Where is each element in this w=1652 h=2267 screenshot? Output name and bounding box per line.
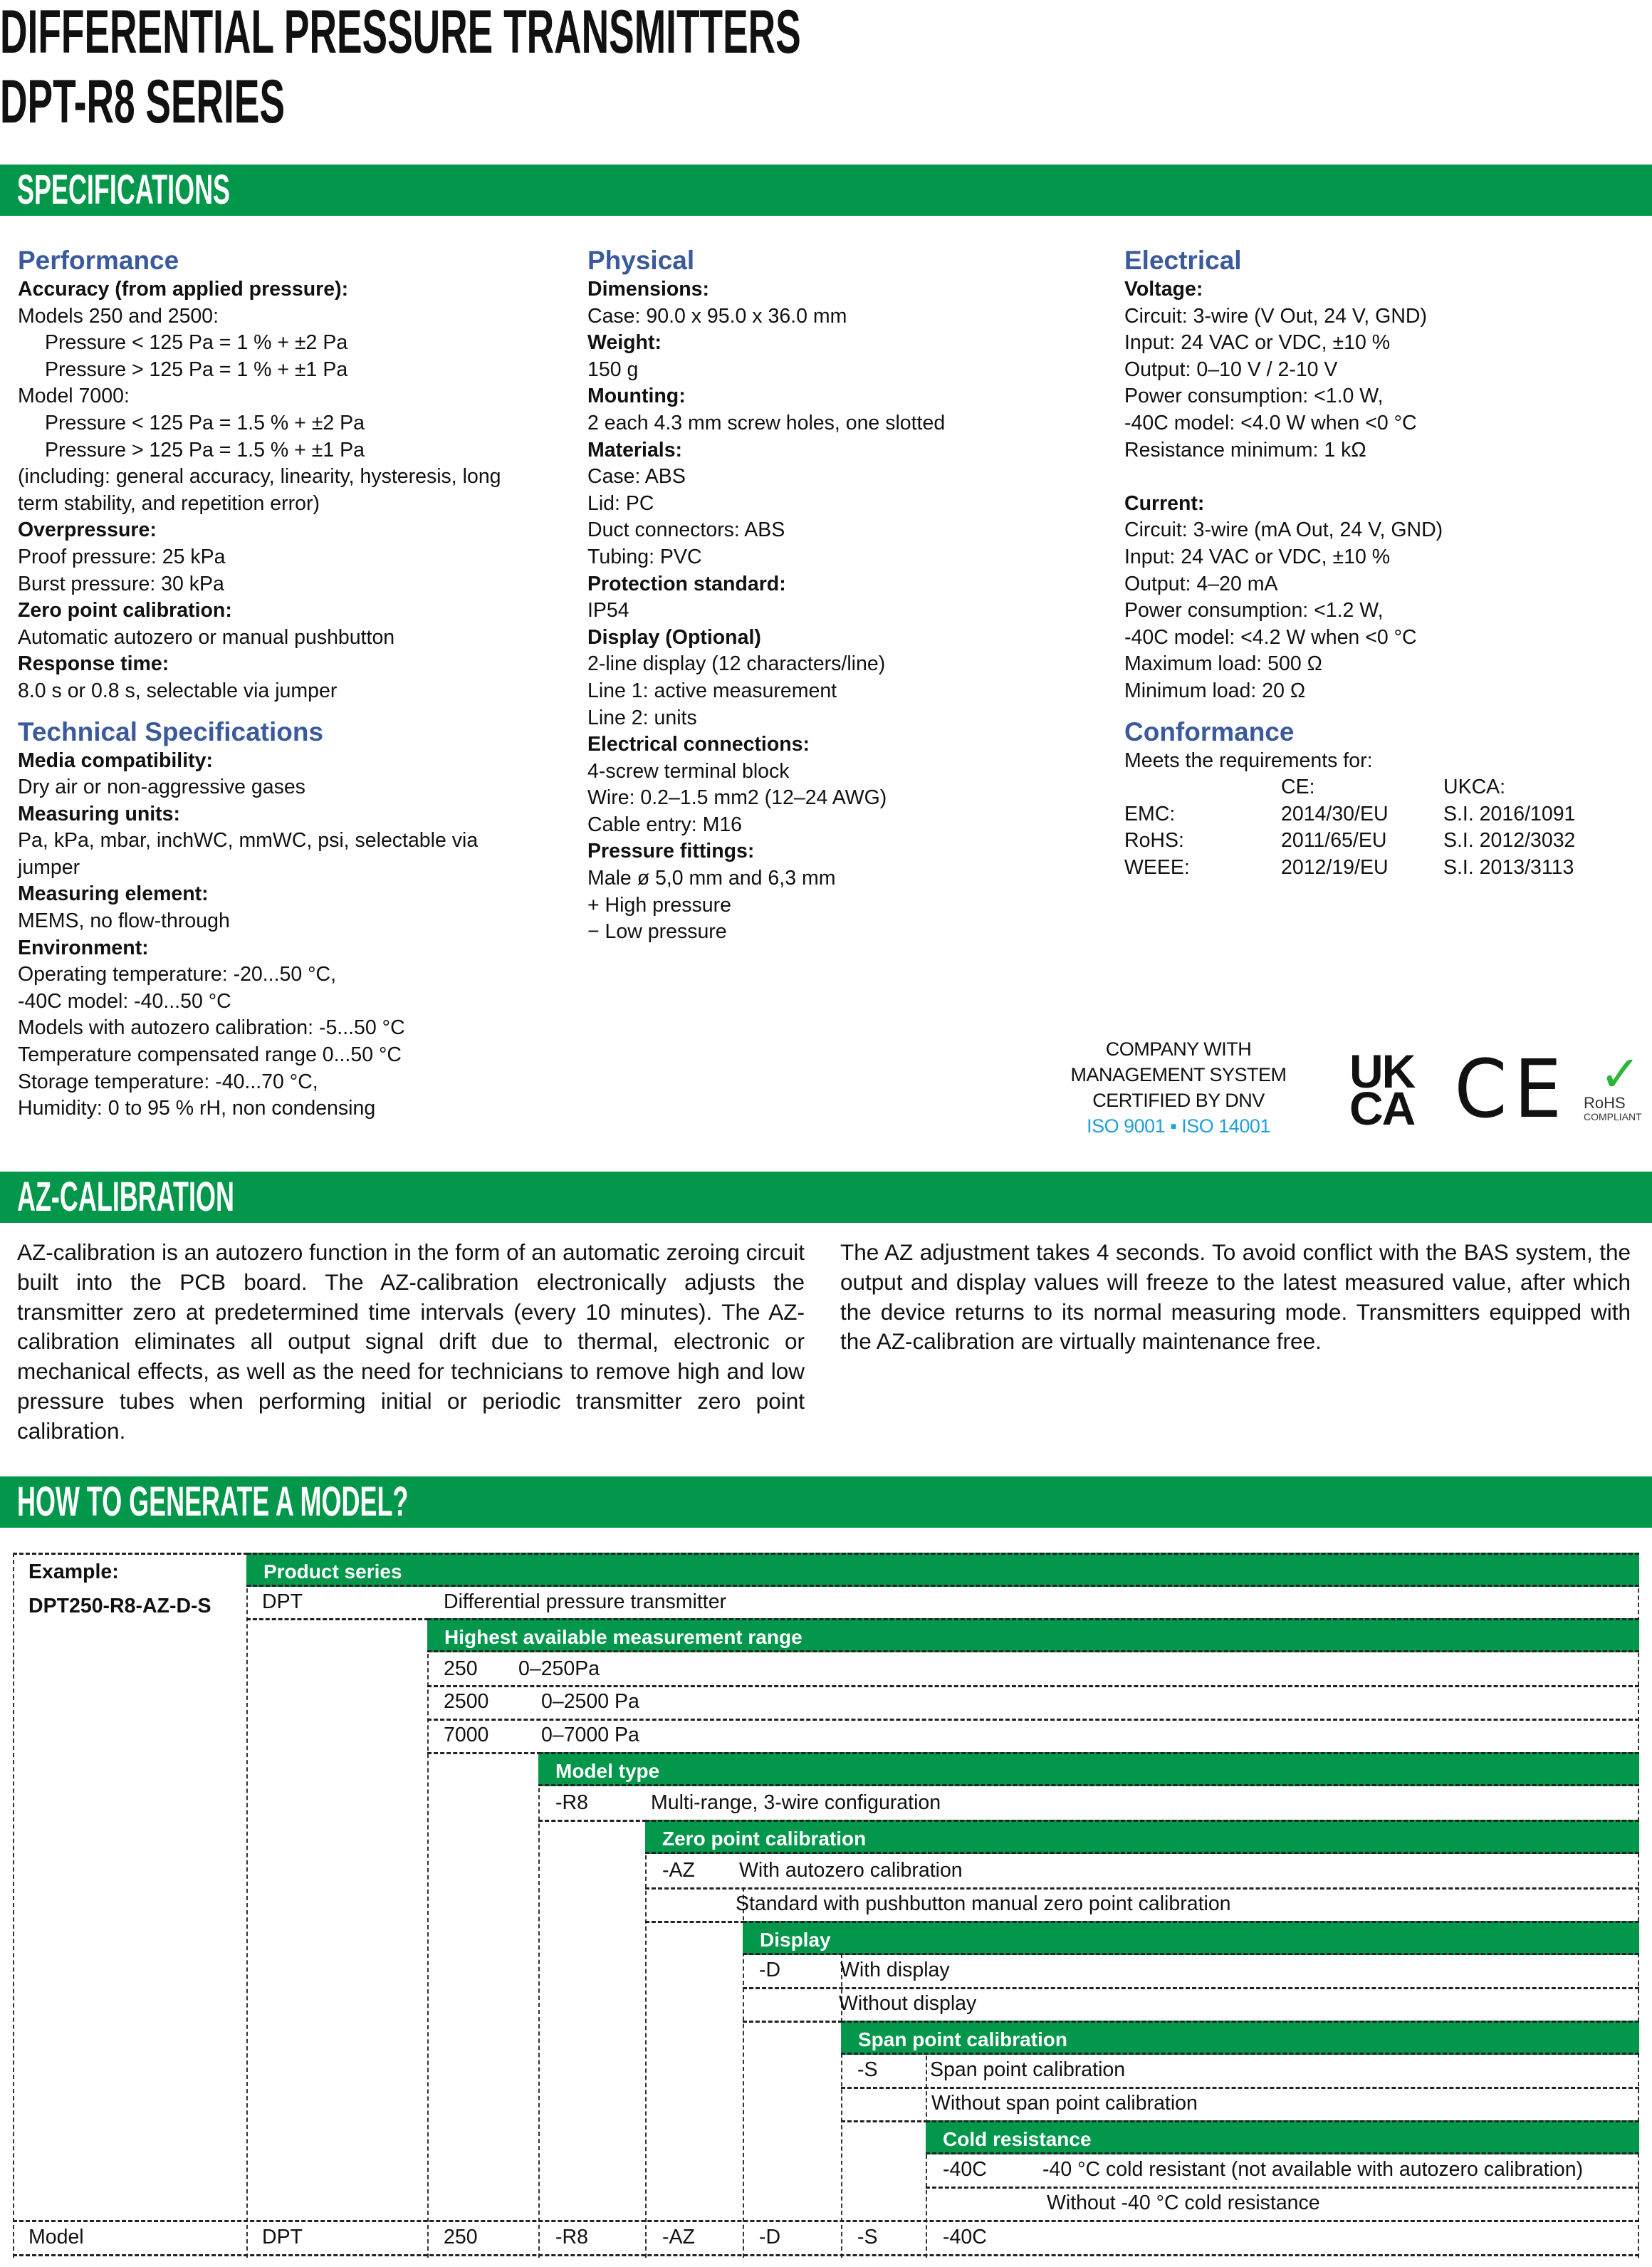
electrical-connection-line: Cable entry: M16 xyxy=(587,813,743,836)
media-value: Dry air or non-aggressive gases xyxy=(18,776,305,799)
environment-line: Storage temperature: -40...70 °C, xyxy=(18,1070,318,1093)
conformance-col-ce: CE: xyxy=(1281,776,1315,799)
media-label: Media compatibility: xyxy=(18,749,213,772)
document-title-line2: DPT-R8 SERIES xyxy=(0,68,286,136)
group-header-zero-point: Zero point calibration xyxy=(645,1820,1639,1854)
group-header-product-series: Product series xyxy=(246,1553,1639,1587)
proof-pressure: Proof pressure: 25 kPa xyxy=(18,545,226,568)
voltage-line: Input: 24 VAC or VDC, ±10 % xyxy=(1124,331,1391,355)
weight-label: Weight: xyxy=(587,331,662,355)
protection-value: IP54 xyxy=(587,599,629,622)
document-title-line1: DIFFERENTIAL PRESSURE TRANSMITTERS xyxy=(0,0,801,66)
checkmark-icon: ✓ xyxy=(1599,1046,1641,1102)
current-label: Current: xyxy=(1124,491,1205,515)
option-desc: 0–7000 Pa xyxy=(541,1724,639,1746)
electrical-connections-label: Electrical connections: xyxy=(587,733,810,756)
burst-pressure: Burst pressure: 30 kPa xyxy=(18,572,224,595)
option-desc: 0–2500 Pa xyxy=(541,1690,639,1713)
accuracy-line: Pressure > 125 Pa = 1.5 % + ±1 Pa xyxy=(45,438,365,462)
model-row-zero: -AZ xyxy=(662,2226,695,2248)
group-header-display: Display xyxy=(743,1921,1639,1955)
conformance-row-name: WEEE: xyxy=(1124,855,1190,879)
overpressure-label: Overpressure: xyxy=(18,518,157,542)
units-value: Pa, kPa, mbar, inchWC, mmWC, psi, selectable via xyxy=(18,829,479,853)
material-line: Lid: PC xyxy=(587,491,654,515)
model-row-range: 250 xyxy=(444,2226,478,2248)
mounting-label: Mounting: xyxy=(587,385,686,408)
rohs-compliant-icon xyxy=(1584,1046,1648,1131)
group-header-cold-resistance: Cold resistance xyxy=(926,2120,1639,2154)
fitting-line: Male ø 5,0 mm and 6,3 mm xyxy=(587,867,836,890)
cert-line: CERTIFIED BY DNV xyxy=(1092,1090,1265,1111)
display-label: Display (Optional) xyxy=(587,625,761,649)
models-250-2500: Models 250 and 2500: xyxy=(18,304,219,328)
conformance-row-ce: 2011/65/EU xyxy=(1281,829,1387,853)
electrical-connection-line: Wire: 0.2–1.5 mm2 (12–24 AWG) xyxy=(587,786,887,810)
zero-point-value: Automatic autozero or manual pushbutton xyxy=(18,625,395,649)
iso-standards: ISO 9001 ▪ ISO 14001 xyxy=(1087,1115,1270,1137)
accuracy-line: Pressure > 125 Pa = 1 % + ±1 Pa xyxy=(45,358,348,381)
option-desc: Without -40 °C cold resistance xyxy=(1047,2192,1320,2214)
units-value: jumper xyxy=(18,855,80,879)
model-generator-heading: HOW TO GENERATE A MODEL? xyxy=(17,1479,409,1525)
option-desc: With display xyxy=(840,1959,950,1981)
accuracy-label: Accuracy (from applied pressure): xyxy=(18,278,349,301)
units-label: Measuring units: xyxy=(18,802,181,825)
model-row-span: -S xyxy=(857,2226,878,2248)
model-row-type: -R8 xyxy=(555,2226,588,2248)
environment-line: Models with autozero calibration: -5...50 °C xyxy=(18,1016,405,1040)
option-code: -R8 xyxy=(555,1791,588,1814)
dimensions-label: Dimensions: xyxy=(587,278,710,301)
current-line: Power consumption: <1.2 W, xyxy=(1124,599,1384,622)
performance-column xyxy=(18,245,545,1122)
element-value: MEMS, no flow-through xyxy=(18,910,230,933)
group-header-span-point: Span point calibration xyxy=(841,2021,1639,2055)
conformance-col-ukca: UKCA: xyxy=(1443,776,1506,799)
model-row-series: DPT xyxy=(262,2226,303,2248)
voltage-line: Circuit: 3-wire (V Out, 24 V, GND) xyxy=(1124,304,1427,328)
electrical-heading: Electrical xyxy=(1124,246,1242,275)
option-desc: Multi-range, 3-wire configuration xyxy=(651,1791,941,1814)
environment-line: Operating temperature: -20...50 °C, xyxy=(18,963,337,986)
option-desc: With autozero calibration xyxy=(739,1859,963,1882)
az-calibration-band xyxy=(0,1172,1652,1223)
conformance-row-ukca: S.I. 2016/1091 xyxy=(1443,802,1576,825)
response-time-label: Response time: xyxy=(18,652,169,676)
option-desc: Differential pressure transmitter xyxy=(444,1590,727,1613)
conformance-row-ukca: S.I. 2012/3032 xyxy=(1443,829,1576,853)
current-line: Minimum load: 20 Ω xyxy=(1124,679,1306,702)
environment-label: Environment: xyxy=(18,936,149,959)
material-line: Duct connectors: ABS xyxy=(587,518,785,542)
example-code: DPT250-R8-AZ-D-S xyxy=(28,1595,211,1617)
element-label: Measuring element: xyxy=(18,882,209,906)
display-line: Line 2: units xyxy=(587,706,697,729)
conformance-row-ukca: S.I. 2013/3113 xyxy=(1443,855,1574,879)
current-line: Maximum load: 500 Ω xyxy=(1124,652,1322,676)
option-code: 250 xyxy=(444,1657,478,1680)
technical-heading: Technical Specifications xyxy=(18,716,324,746)
display-line: 2-line display (12 characters/line) xyxy=(587,652,886,676)
accuracy-line: Pressure < 125 Pa = 1.5 % + ±2 Pa xyxy=(45,411,365,434)
protection-label: Protection standard: xyxy=(587,572,786,595)
material-line: Tubing: PVC xyxy=(587,545,702,568)
group-header-model-type: Model type xyxy=(538,1752,1639,1786)
response-time-value: 8.0 s or 0.8 s, selectable via jumper xyxy=(18,679,338,702)
materials-label: Materials: xyxy=(587,438,683,462)
option-desc: -40 °C cold resistant (not available with autozero calibration) xyxy=(1042,2158,1584,2181)
voltage-line: Resistance minimum: 1 kΩ xyxy=(1124,438,1366,462)
model-row-cold: -40C xyxy=(943,2226,987,2248)
accuracy-note: term stability, and repetition error) xyxy=(18,491,320,515)
specifications-heading: SPECIFICATIONS xyxy=(17,167,231,213)
rohs-label: RoHS xyxy=(1584,1094,1626,1112)
environment-line: -40C model: -40...50 °C xyxy=(18,989,231,1013)
example-label: Example: xyxy=(28,1560,119,1583)
electrical-connection-line: 4-screw terminal block xyxy=(587,759,790,783)
voltage-line: Output: 0–10 V / 2-10 V xyxy=(1124,358,1338,381)
zero-point-label: Zero point calibration: xyxy=(18,599,232,622)
option-desc: Standard with pushbutton manual zero point calibration xyxy=(736,1892,1231,1915)
cert-line: MANAGEMENT SYSTEM xyxy=(1070,1064,1287,1085)
specifications-band xyxy=(0,165,1652,216)
current-line: Circuit: 3-wire (mA Out, 24 V, GND) xyxy=(1124,518,1443,542)
performance-heading: Performance xyxy=(18,246,179,275)
cert-line: COMPANY WITH xyxy=(1105,1038,1252,1060)
electrical-column xyxy=(1124,245,1637,881)
current-line: Output: 4–20 mA xyxy=(1124,572,1278,595)
az-calibration-heading: AZ-CALIBRATION xyxy=(17,1174,234,1220)
option-desc: Span point calibration xyxy=(930,2058,1126,2081)
option-desc: Without span point calibration xyxy=(931,2092,1198,2115)
voltage-line: Power consumption: <1.0 W, xyxy=(1124,385,1384,408)
conformance-row-ce: 2014/30/EU xyxy=(1281,802,1389,825)
fitting-line: + High pressure xyxy=(587,893,731,917)
mounting-value: 2 each 4.3 mm screw holes, one slotted xyxy=(587,411,946,434)
environment-line: Temperature compensated range 0...50 °C xyxy=(18,1043,402,1067)
environment-line: Humidity: 0 to 95 % rH, non condensing xyxy=(18,1097,376,1120)
group-header-measurement-range: Highest available measurement range xyxy=(427,1618,1639,1652)
weight-value: 150 g xyxy=(587,358,639,381)
accuracy-line: Pressure < 125 Pa = 1 % + ±2 Pa xyxy=(45,331,348,355)
ce-mark-icon: CE xyxy=(1454,1043,1569,1136)
rohs-sublabel: COMPLIANT xyxy=(1584,1111,1642,1122)
option-desc: Without display xyxy=(839,1992,977,2015)
conformance-intro: Meets the requirements for: xyxy=(1124,749,1373,772)
model-generator-band xyxy=(0,1476,1652,1528)
model-row-label: Model xyxy=(28,2226,84,2248)
material-line: Case: ABS xyxy=(587,465,686,489)
voltage-line: -40C model: <4.0 W when <0 °C xyxy=(1124,411,1417,434)
model-generator-table xyxy=(13,1553,1639,2258)
model-row-display: -D xyxy=(759,2226,781,2248)
conformance-row-name: RoHS: xyxy=(1124,829,1184,853)
accuracy-note: (including: general accuracy, linearity, hysteresis, long xyxy=(18,465,501,489)
conformance-row-name: EMC: xyxy=(1124,802,1176,825)
option-code: 2500 xyxy=(444,1690,489,1713)
current-line: Input: 24 VAC or VDC, ±10 % xyxy=(1124,545,1391,568)
conformance-table xyxy=(1124,774,1637,881)
dimensions-value: Case: 90.0 x 95.0 x 36.0 mm xyxy=(587,304,847,328)
option-code: -S xyxy=(857,2058,878,2081)
pressure-fittings-label: Pressure fittings: xyxy=(587,840,755,863)
option-code: -D xyxy=(759,1959,781,1981)
option-desc: 0–250Pa xyxy=(518,1657,600,1680)
conformance-heading: Conformance xyxy=(1124,716,1295,746)
current-line: -40C model: <4.2 W when <0 °C xyxy=(1124,625,1417,649)
model-7000: Model 7000: xyxy=(18,385,130,408)
option-code: -AZ xyxy=(662,1859,695,1882)
option-code: 7000 xyxy=(444,1724,489,1746)
dnv-certification xyxy=(1061,1036,1296,1139)
option-code: -40C xyxy=(943,2158,987,2181)
display-line: Line 1: active measurement xyxy=(587,679,837,702)
ukca-mark-bottom: CA xyxy=(1349,1082,1415,1135)
az-paragraph-left: AZ-calibration is an autozero function in the form of an automatic zeroing circuit built into the PCB board. The AZ-calibration electronically adjusts the transmitter zero at predetermined time intervals (every 10 minutes). The AZ-calibration eliminates all output signal drift due to thermal, electronic or mechanical effects, as well as the need for technicians to remove high and low pressure tubes when performing initial or periodic transmitter zero point calibration. xyxy=(17,1239,805,1444)
voltage-label: Voltage: xyxy=(1124,278,1203,301)
ukca-mark-top: UK xyxy=(1349,1045,1415,1098)
option-code: DPT xyxy=(262,1590,303,1613)
conformance-row-ce: 2012/19/EU xyxy=(1281,855,1389,879)
physical-heading: Physical xyxy=(587,246,695,275)
ukca-mark-icon xyxy=(1349,1045,1423,1135)
az-paragraph-right: The AZ adjustment takes 4 seconds. To avoid conflict with the BAS system, the output and display values will freeze to the latest measured value, after which the device returns to its normal measuring mode. Transmitters equipped with the AZ-calibration are virtually maintenance free. xyxy=(840,1239,1631,1355)
fitting-line: − Low pressure xyxy=(587,920,727,944)
physical-column xyxy=(587,245,1100,946)
